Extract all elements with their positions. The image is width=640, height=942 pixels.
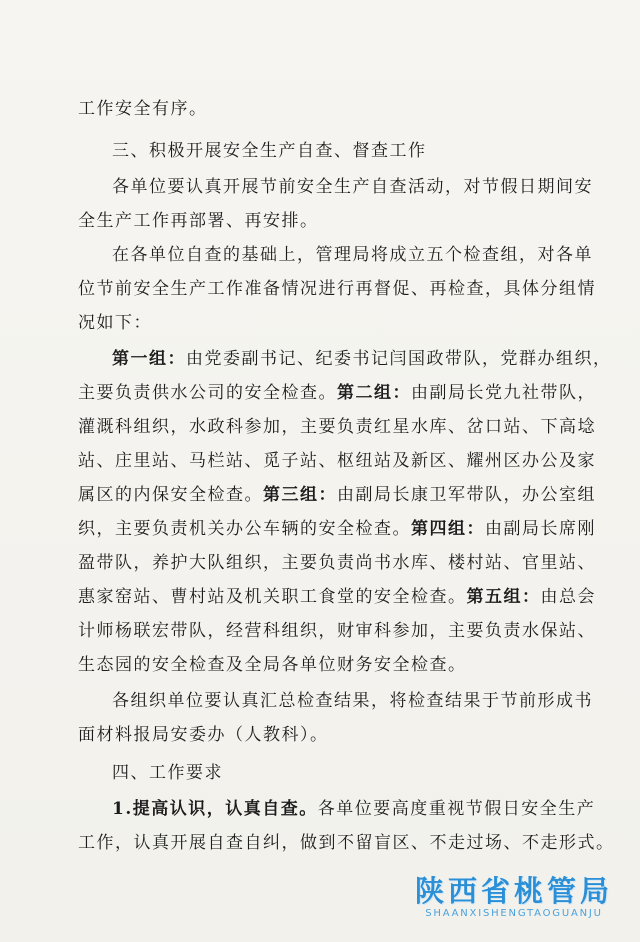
line-text: 灌溉科组织，水政科参加，主要负责红星水库、岔口站、下高埝 (78, 417, 596, 437)
heading-text: 三、积极开展安全生产自查、督查工作 (112, 141, 427, 161)
requirement-line (112, 796, 595, 822)
line-text: 由副局长党九社带队， (411, 383, 596, 403)
group-three-line (78, 482, 596, 508)
group-label: 第四组： (411, 519, 485, 539)
line-text: 各单位要高度重视节假日安全生产 (317, 799, 596, 819)
paragraph-line (78, 550, 596, 576)
paragraph-line (78, 618, 596, 644)
line-text: 况如下： (78, 313, 152, 333)
paragraph-line (112, 174, 593, 200)
paragraph-line (78, 276, 596, 302)
line-text: 全生产工作再部署、再安排。 (78, 211, 319, 231)
paragraph-line (78, 830, 615, 856)
line-text: 面材料报局安委办（人教科）。 (78, 725, 329, 745)
line-text: 工作安全有序。 (78, 99, 208, 119)
line-text: 站、庄里站、马栏站、觅子站、枢纽站及新区、耀州区办公及家 (78, 451, 596, 471)
paragraph-line (78, 652, 467, 678)
line-text: 各单位要认真开展节前安全生产自查活动，对节假日期间安 (112, 177, 593, 197)
group-two-line (78, 380, 596, 406)
line-text: 在各单位自查的基础上，管理局将成立五个检查组，对各单 (112, 245, 593, 265)
paragraph-line (78, 208, 319, 234)
line-text: 计师杨联宏带队，经营科组织，财审科参加，主要负责水保站、 (78, 621, 596, 641)
line-text: 主要负责供水公司的安全检查。 (78, 383, 337, 403)
line-text: 织，主要负责机关办公车辆的安全检查。 (78, 519, 411, 539)
line-text: 由总会 (540, 587, 596, 607)
group-label: 第二组： (337, 383, 411, 403)
paragraph-line (78, 448, 596, 474)
line-text: 生态园的安全检查及全局各单位财务安全检查。 (78, 655, 467, 675)
line-text: 属区的内保安全检查。 (78, 485, 263, 505)
line-text: 惠家窑站、曹村站及机关职工食堂的安全检查。 (78, 587, 467, 607)
group-five-line (78, 584, 596, 610)
group-label: 第一组： (112, 349, 186, 369)
heading-text: 四、工作要求 (112, 763, 223, 783)
group-one-line (112, 346, 612, 372)
paragraph-line (78, 310, 152, 336)
watermark-title: 陕西省桃管局 (414, 874, 613, 908)
group-four-line (78, 516, 596, 542)
line-text: 位节前安全生产工作准备情况进行再督促、再检查，具体分组情 (78, 279, 596, 299)
line-text: 由党委副书记、纪委书记闫国政带队，党群办组织， (186, 349, 612, 369)
line-text: 由副局长康卫军带队，办公室组 (337, 485, 596, 505)
line-text: 各组织单位要认真汇总检查结果，将检查结果于节前形成书 (112, 691, 593, 711)
paragraph-line (78, 722, 329, 748)
section-heading-four (112, 760, 223, 786)
group-label: 第三组： (263, 485, 337, 505)
line-text: 工作，认真开展自查自纠，做到不留盲区、不走过场、不走形式。 (78, 833, 615, 853)
paragraph-line (112, 242, 593, 268)
paragraph-line (78, 96, 208, 122)
watermark-subtitle: SHAANXISHENGTAOGUANJU (425, 908, 603, 919)
site-watermark (404, 874, 624, 920)
paragraph-line (112, 688, 593, 714)
requirement-label: 1.提高认识，认真自查。 (112, 799, 318, 819)
line-text: 盈带队，养护大队组织，主要负责尚书水库、楼村站、官里站、 (78, 553, 596, 573)
section-heading-three (112, 138, 427, 164)
line-text: 由副局长席刚 (485, 519, 596, 539)
paragraph-line (78, 414, 596, 440)
group-label: 第五组： (466, 587, 541, 607)
